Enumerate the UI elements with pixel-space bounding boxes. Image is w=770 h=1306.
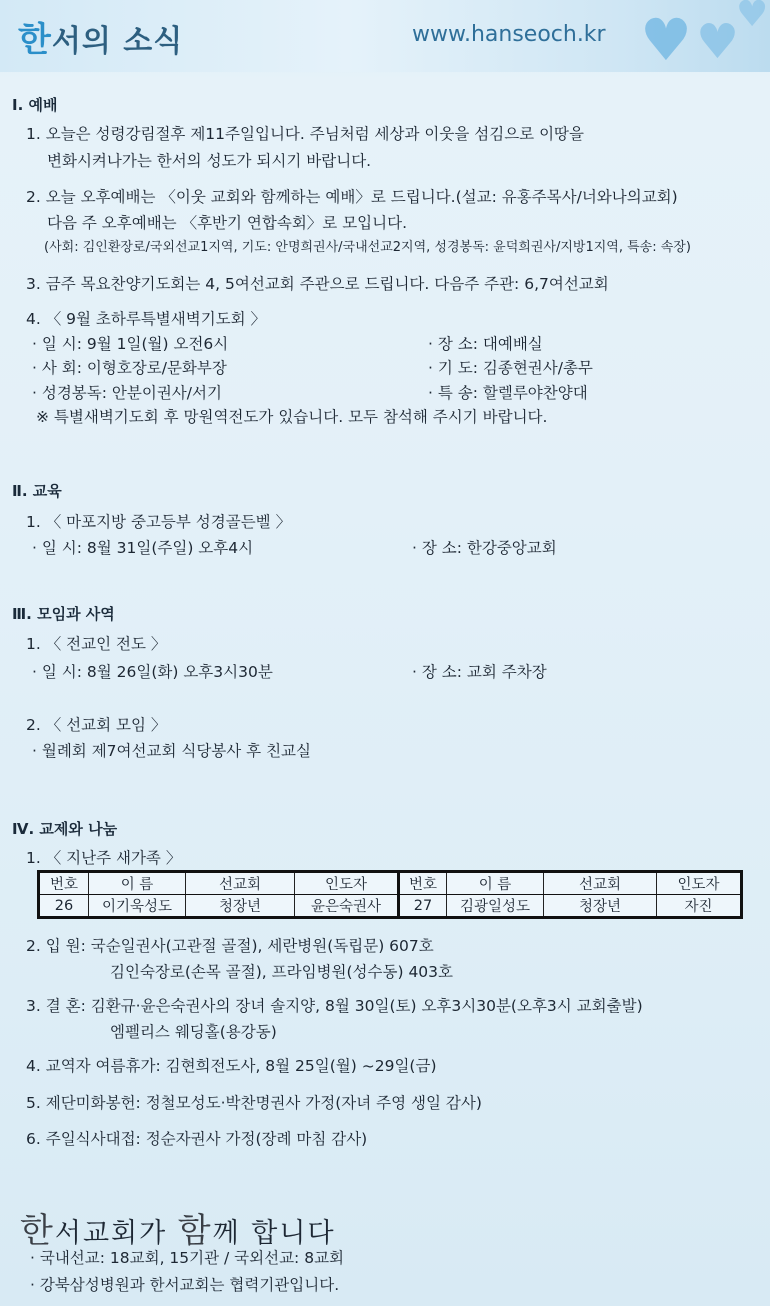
footer-title-part: 서교회가 (54, 1218, 178, 1249)
dawn-prayer-time: · 일 시: 9월 1일(월) 오전6시 (32, 335, 229, 353)
golden-bell-place: · 장 소: 한강중앙교회 (412, 539, 557, 557)
table-cell: 이기욱성도 (89, 895, 186, 918)
table-header: 선교회 (186, 872, 295, 895)
footer-title (20, 1203, 336, 1252)
evangelism-title: 1. 〈 전교인 전도 〉 (26, 635, 167, 653)
new-family-title: 1. 〈 지난주 새가족 〉 (26, 849, 182, 867)
footer-title-part: 께 합니다 (212, 1218, 336, 1249)
newsletter-title (18, 12, 183, 61)
new-family-table (37, 870, 743, 919)
table-header: 이 름 (89, 872, 186, 895)
title-rest: 서의 소식 (51, 24, 184, 59)
heart-icon: ♥ (640, 6, 692, 74)
table-header-row (39, 872, 742, 895)
mission-meeting-title: 2. 〈 선교회 모임 〉 (26, 716, 167, 734)
staff-vacation: 4. 교역자 여름휴가: 김현희전도사, 8월 25일(월) ~29일(금) (26, 1057, 437, 1075)
hospital-line2: 김인숙장로(손목 골절), 프라임병원(성수동) 403호 (110, 963, 453, 981)
table-cell: 윤은숙권사 (295, 895, 399, 918)
table-header: 이 름 (447, 872, 544, 895)
worship-item-1-line2: 변화시켜나가는 한서의 성도가 되시기 바랍니다. (47, 152, 372, 170)
title-initial: 한 (18, 20, 52, 60)
evangelism-time: · 일 시: 8월 26일(화) 오후3시30분 (32, 663, 273, 681)
dawn-prayer-reading: · 성경봉독: 안분이권사/서기 (32, 384, 222, 402)
table-row (39, 895, 742, 918)
dawn-prayer-host: · 사 회: 이형호장로/문화부장 (32, 359, 227, 377)
worship-item-2-line2: 다음 주 오후예배는 〈후반기 연합속회〉로 모입니다. (47, 214, 408, 232)
golden-bell-time: · 일 시: 8월 31일(주일) 오후4시 (32, 539, 254, 557)
table-header: 인도자 (295, 872, 399, 895)
dawn-prayer-title: 4. 〈 9월 초하루특별새벽기도회 〉 (26, 310, 267, 328)
evangelism-place: · 장 소: 교회 주차장 (412, 663, 547, 681)
partner-note: · 강북삼성병원과 한서교회는 협력기관입니다. (30, 1276, 340, 1294)
table-header: 선교회 (544, 872, 657, 895)
footer-title-part: 함 (177, 1211, 213, 1251)
table-cell: 26 (39, 895, 89, 918)
dawn-prayer-prayer: · 기 도: 김종현권사/총무 (428, 359, 593, 377)
table-cell: 27 (399, 895, 447, 918)
mission-meeting-detail: · 월례회 제7여선교회 식당봉사 후 친교실 (32, 742, 311, 760)
dawn-prayer-place: · 장 소: 대예배실 (428, 335, 543, 353)
mission-stats: · 국내선교: 18교회, 15기관 / 국외선교: 8교회 (30, 1249, 345, 1267)
section-education-heading: Ⅱ. 교육 (12, 482, 62, 500)
wedding-line1: 3. 결 혼: 김환규·윤은숙권사의 장녀 솔지양, 8월 30일(토) 오후3시30분(오후3시 교회출발) (26, 997, 643, 1015)
table-header: 번호 (39, 872, 89, 895)
table-header: 번호 (399, 872, 447, 895)
website-url[interactable]: www.hanseoch.kr (412, 22, 606, 47)
table-cell: 청장년 (186, 895, 295, 918)
section-fellowship-heading: Ⅳ. 교제와 나눔 (12, 820, 118, 838)
table-cell: 김광일성도 (447, 895, 544, 918)
altar-flowers: 5. 제단미화봉헌: 정철모성도·박찬명권사 가정(자녀 주영 생일 감사) (26, 1094, 482, 1112)
hospital-line1: 2. 입 원: 국순일권사(고관절 골절), 세란병원(독립문) 607호 (26, 937, 434, 955)
dawn-prayer-song: · 특 송: 할렐루야찬양대 (428, 384, 588, 402)
heart-icon: ♥ (696, 14, 740, 70)
footer-title-part: 한 (20, 1211, 55, 1251)
heart-icon: ♥ (736, 0, 769, 35)
worship-item-1-line1: 1. 오늘은 성령강림절후 제11주일입니다. 주님처럼 세상과 이웃을 섬김으로 이땅을 (26, 125, 584, 143)
dawn-prayer-note: ※ 특별새벽기도회 후 망원역전도가 있습니다. 모두 참석해 주시기 바랍니다. (36, 408, 548, 426)
section-worship-heading: Ⅰ. 예배 (12, 96, 58, 114)
table-header: 인도자 (657, 872, 742, 895)
table-cell: 자진 (657, 895, 742, 918)
section-meetings-heading: Ⅲ. 모임과 사역 (12, 605, 115, 623)
worship-item-2-line3: (사회: 김인환장로/국외선교1지역, 기도: 안명희권사/국내선교2지역, 성경봉독: 윤덕희권사/지방1지역, 특송: 속장) (44, 240, 691, 255)
worship-item-3: 3. 금주 목요찬양기도회는 4, 5여선교회 주관으로 드립니다. 다음주 주관: 6,7여선교회 (26, 275, 609, 293)
table-cell: 청장년 (544, 895, 657, 918)
worship-item-2-line1: 2. 오늘 오후예배는 〈이웃 교회와 함께하는 예배〉로 드립니다.(설교: 유홍주목사/너와나의교회) (26, 188, 678, 206)
sunday-meal: 6. 주일식사대접: 정순자권사 가정(장례 마침 감사) (26, 1130, 368, 1148)
golden-bell-title: 1. 〈 마포지방 중고등부 성경골든벨 〉 (26, 513, 292, 531)
wedding-line2: 엠펠리스 웨딩홀(용강동) (110, 1023, 277, 1041)
